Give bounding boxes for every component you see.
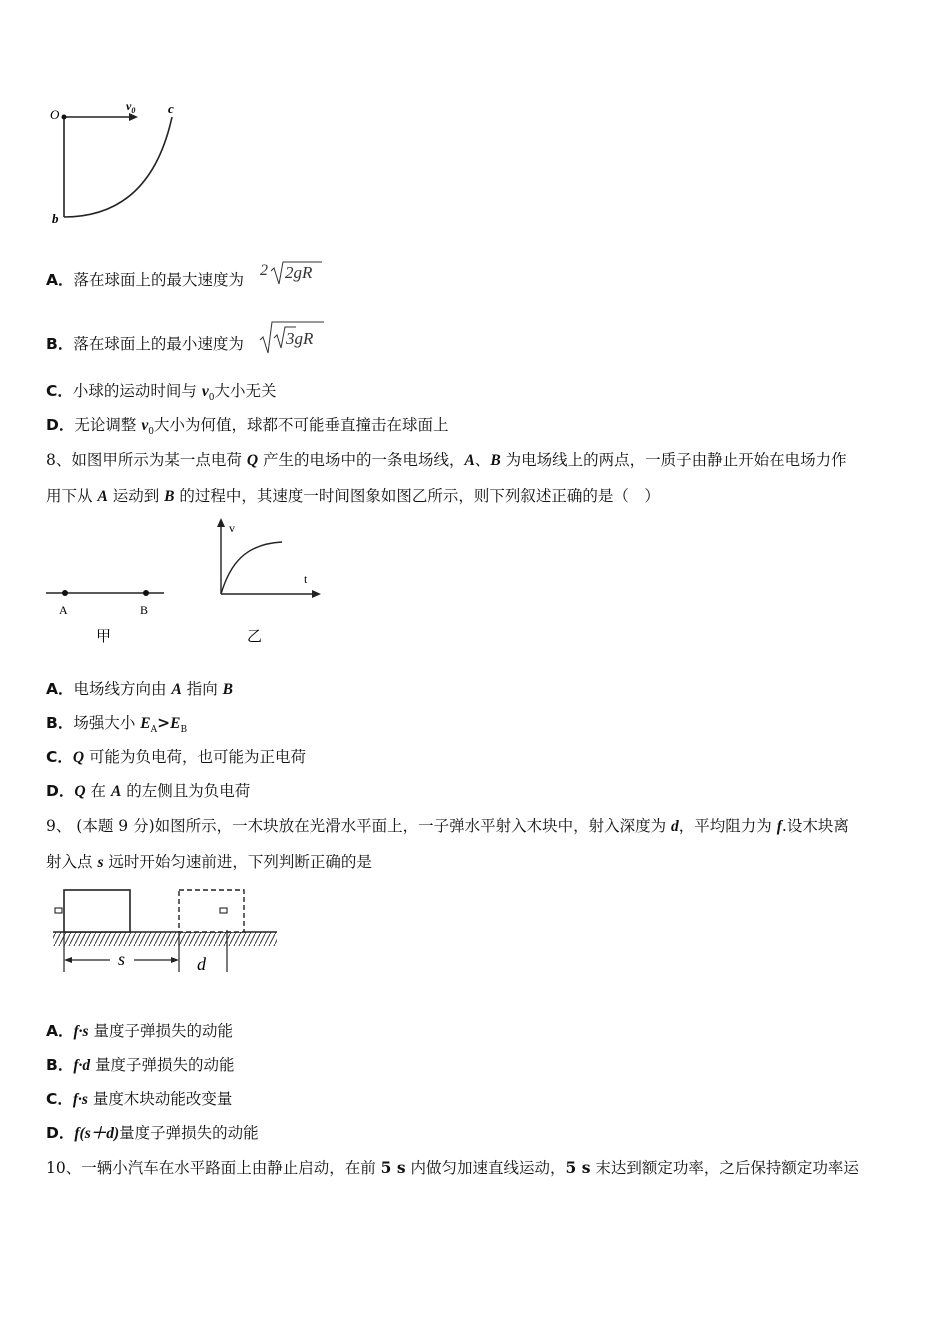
- field-line-figure-jia: [44, 580, 174, 650]
- option-expr: f·s: [73, 1023, 89, 1040]
- label-b: B: [140, 603, 149, 617]
- var-a: A: [171, 681, 182, 698]
- q8-stem-line2: [46, 484, 660, 506]
- option-text: 场强大小: [73, 714, 141, 732]
- v-axis-arrow: [217, 518, 225, 527]
- var-q: Q: [74, 783, 86, 800]
- var-v: v: [201, 383, 209, 400]
- label-t: t: [304, 572, 308, 586]
- s-arrow-right: [171, 957, 179, 963]
- q8-stem-line1: [46, 448, 847, 470]
- option-letter: C．: [46, 382, 73, 400]
- var-e: E: [140, 715, 151, 732]
- label-v: $v_0$: [126, 99, 136, 115]
- option-letter: B．: [46, 335, 74, 353]
- option-text-post: 大小无关: [214, 382, 277, 400]
- stem-text: 用下从: [46, 487, 98, 505]
- option-text: 的左侧且为负电荷: [121, 782, 251, 800]
- option-text: 无论调整: [74, 416, 142, 434]
- option-text: 可能为负电荷，也可能为正电荷: [84, 748, 307, 766]
- option-text: 量度子弹损失的动能: [88, 1022, 234, 1040]
- option-expr: f·d: [73, 1057, 91, 1074]
- option-letter: C．: [46, 1090, 73, 1108]
- point-o-dot: [62, 115, 67, 120]
- var-b: B: [164, 488, 175, 505]
- svg-text:3gR: 3gR: [286, 329, 314, 348]
- option-text: 落在球面上的最大速度为: [73, 271, 245, 289]
- caption-yi: 乙: [247, 629, 263, 645]
- stem-text: 、: [474, 451, 491, 469]
- q8-option-c: [46, 745, 306, 767]
- svg-text:2: 2: [260, 262, 268, 279]
- option-text: 电场线方向由: [73, 680, 172, 698]
- option-letter: B．: [46, 1056, 74, 1074]
- stem-text: 运动到: [107, 487, 165, 505]
- option-letter: D．: [46, 782, 75, 800]
- var-b: B: [222, 681, 233, 698]
- option-letter: C．: [46, 748, 73, 766]
- q7-option-a: [46, 268, 244, 290]
- label-v: v: [229, 521, 235, 535]
- stem-text: 末达到额定功率，之后保持额定功率运: [590, 1159, 859, 1177]
- var-q: Q: [72, 749, 85, 766]
- stem-text: 一辆小汽车在水平路面上由静止启动，在前: [81, 1159, 381, 1177]
- var-a: A: [97, 488, 108, 505]
- stem-text: 射入点: [46, 853, 98, 871]
- var-s: s: [97, 854, 104, 871]
- value-5s: 5 s: [380, 1158, 406, 1177]
- quarter-circle-figure: [40, 95, 200, 235]
- label-a: A: [59, 603, 68, 617]
- svg-text:2gR: 2gR: [285, 263, 313, 282]
- option-letter: A．: [46, 680, 74, 698]
- bullet-embedded: [220, 908, 227, 913]
- option-expr: f·s: [72, 1091, 88, 1108]
- q9-option-b: [46, 1053, 235, 1075]
- formula-sqrt-sqrt3gR: [258, 320, 328, 356]
- caption-jia: 甲: [96, 629, 112, 645]
- option-text: 在: [85, 782, 111, 800]
- point-b-dot: [143, 590, 149, 596]
- var-a: A: [110, 783, 122, 800]
- option-text: 指向: [181, 680, 223, 698]
- t-axis-arrow: [312, 590, 321, 598]
- option-letter: A．: [46, 1022, 74, 1040]
- stem-text: 如图甲所示为某一点电荷: [71, 451, 247, 469]
- label-d: d: [197, 954, 206, 974]
- q7-option-c: [46, 379, 276, 403]
- option-text: 落在球面上的最小速度为: [73, 335, 244, 353]
- label-o: O: [50, 107, 60, 122]
- option-letter: A．: [46, 271, 74, 289]
- stem-text: (本题 9 分)如图所示，一木块放在光滑水平面上，一子弹水平射入木块中，射入深度为: [71, 817, 672, 835]
- var-f: f: [776, 818, 782, 835]
- wood-block-initial: [64, 890, 130, 932]
- var-q: Q: [246, 452, 259, 469]
- var-d: d: [671, 818, 679, 835]
- sub-b: B: [180, 725, 188, 736]
- option-text: 量度木块动能改变量: [87, 1090, 233, 1108]
- stem-text: .设木块离: [781, 817, 849, 835]
- question-number: 8、: [46, 451, 72, 469]
- q9-option-d: [46, 1121, 259, 1143]
- formula-2-sqrt-2gR: [258, 258, 328, 290]
- question-number: 10、: [46, 1159, 82, 1177]
- stem-text: 远时开始匀速前进，下列判断正确的是: [103, 853, 372, 871]
- point-a-dot: [62, 590, 68, 596]
- stem-text: 产生的电场中的一条电场线，: [258, 451, 465, 469]
- option-letter: D．: [46, 1124, 75, 1142]
- vt-graph-figure-yi: [210, 514, 330, 649]
- sub-a: A: [150, 725, 158, 736]
- option-expr: f(s＋d): [74, 1125, 120, 1142]
- stem-text: 为电场线上的两点，一质子由静止开始在电场力作: [500, 451, 847, 469]
- ground-hatching: [53, 932, 277, 946]
- q9-stem-line2: [46, 850, 372, 872]
- stem-text: ，平均阻力为: [678, 817, 777, 835]
- vt-curve: [221, 542, 282, 594]
- q9-option-c: [46, 1087, 232, 1109]
- option-text: 量度子弹损失的动能: [90, 1056, 235, 1074]
- q7-option-d: [46, 413, 448, 437]
- question-number: 9、: [46, 817, 72, 835]
- q8-option-d: [46, 779, 250, 801]
- q7-option-b: [46, 332, 244, 354]
- var-e: E: [170, 715, 181, 732]
- var-sub: 0: [208, 393, 215, 404]
- option-text: 小球的运动时间与: [72, 382, 202, 400]
- wood-block-final-dashed: [179, 890, 244, 932]
- q9-option-a: [46, 1019, 233, 1041]
- label-b: b: [52, 211, 59, 226]
- var-v: v: [141, 417, 149, 434]
- option-letter: B．: [46, 714, 74, 732]
- var-b: B: [490, 452, 501, 469]
- quarter-arc: [64, 117, 172, 217]
- option-text-post: 大小为何值，球都不可能垂直撞击在球面上: [153, 416, 449, 434]
- q8-option-a: [46, 677, 233, 699]
- option-text: 量度子弹损失的动能: [119, 1124, 259, 1142]
- q8-option-b: [46, 711, 187, 735]
- stem-text: 的过程中，其速度一时间图象如图乙所示，则下列叙述正确的是（ ）: [174, 487, 660, 505]
- label-s: s: [118, 949, 126, 969]
- bullet-block-figure: [50, 884, 282, 976]
- gt-sign: >: [157, 713, 171, 732]
- var-a: A: [464, 452, 475, 469]
- stem-text: 内做匀加速直线运动，: [405, 1159, 566, 1177]
- value-5s: 5 s: [565, 1158, 591, 1177]
- bullet-initial: [55, 908, 62, 913]
- q10-stem-line1: [46, 1156, 859, 1178]
- var-sub: 0: [148, 427, 154, 438]
- q9-stem-line1: [46, 814, 849, 836]
- option-letter: D．: [46, 416, 75, 434]
- label-c: c: [168, 101, 174, 116]
- s-arrow-left: [64, 957, 72, 963]
